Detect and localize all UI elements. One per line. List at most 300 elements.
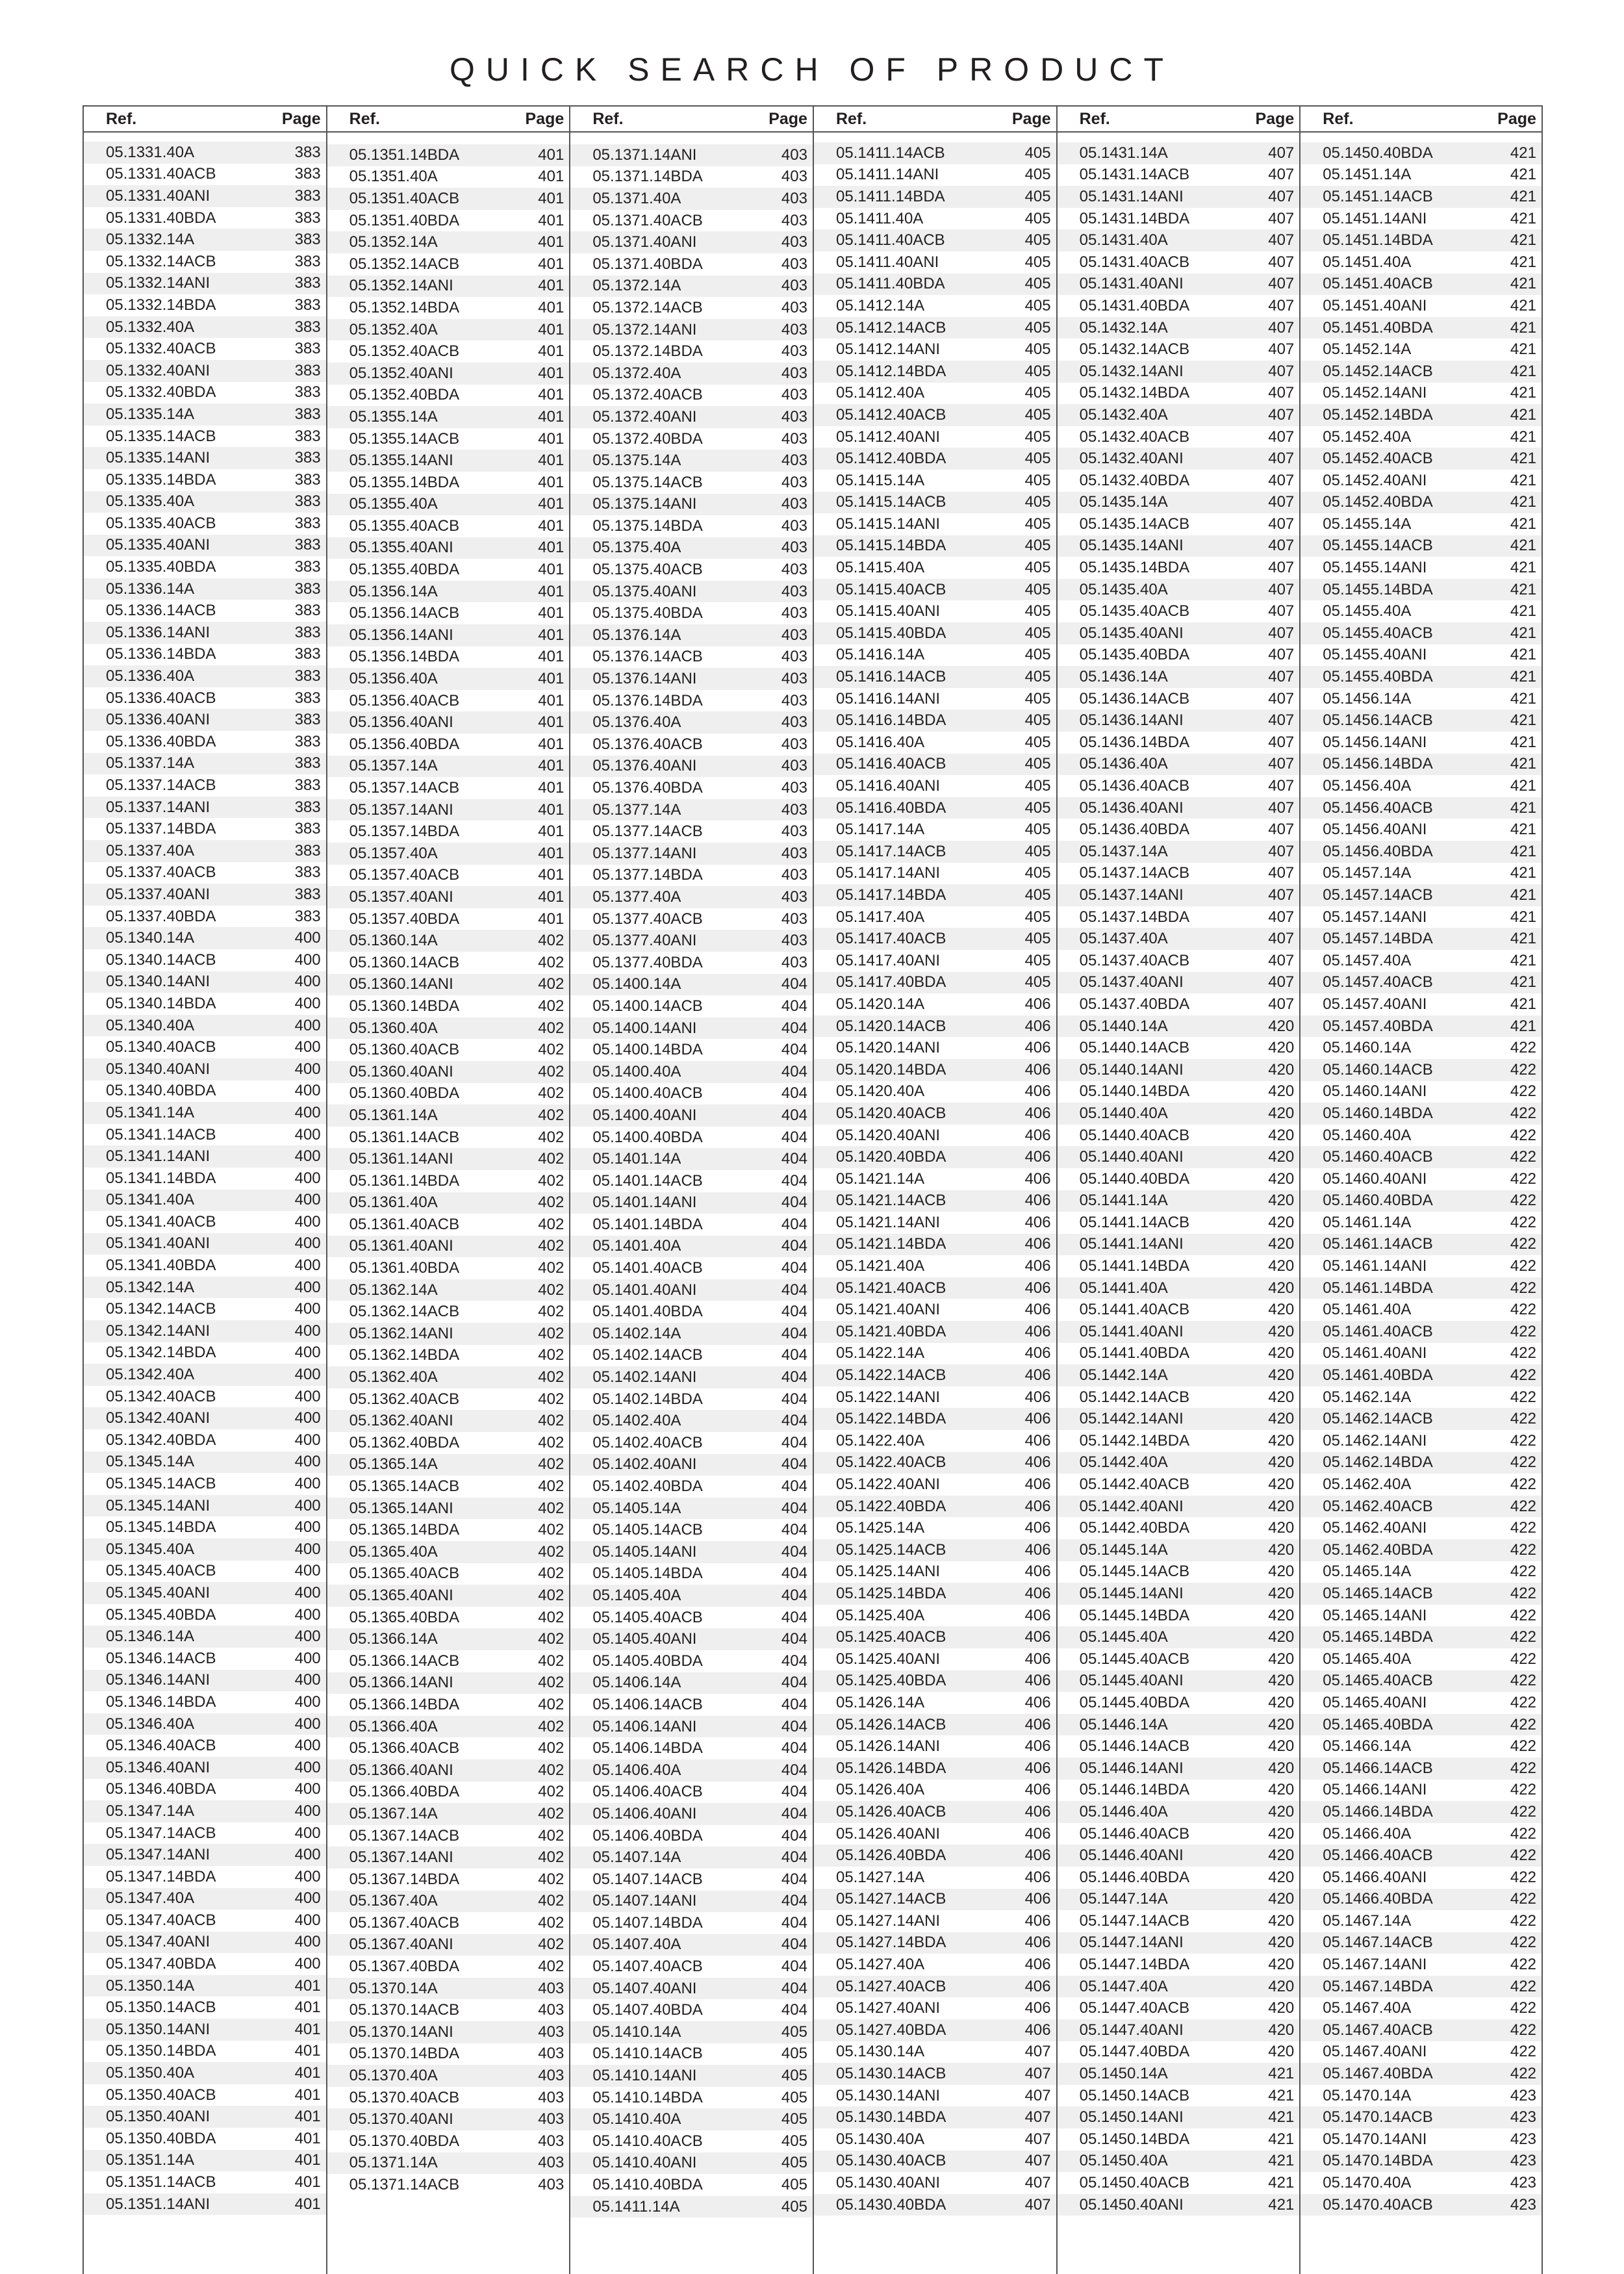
table-row	[327, 1607, 570, 1629]
table-row	[327, 210, 570, 232]
table-row	[1300, 884, 1542, 906]
table-row	[570, 1782, 813, 1804]
page-number: 420	[1268, 1366, 1295, 1385]
product-ref: 05.1455.40A	[1323, 602, 1412, 620]
table-row	[570, 2153, 813, 2175]
table-row	[327, 930, 570, 952]
table-row	[570, 1498, 813, 1520]
page-number: 400	[294, 1583, 321, 1602]
product-ref: 05.1332.40BDA	[106, 383, 216, 402]
page-number: 383	[294, 427, 321, 445]
product-ref: 05.1402.14A	[592, 1324, 681, 1342]
table-row	[570, 385, 813, 407]
table-row	[814, 1823, 1056, 1845]
page-number: 403	[538, 2154, 565, 2172]
table-row	[1300, 950, 1542, 972]
page-number: 405	[1024, 711, 1051, 730]
page-number: 383	[294, 558, 321, 576]
table-row	[814, 1386, 1056, 1409]
product-ref: 05.1342.14BDA	[106, 1344, 216, 1362]
page-number: 403	[781, 386, 807, 404]
product-ref: 05.1437.14ACB	[1079, 864, 1190, 882]
product-ref: 05.1440.40BDA	[1079, 1169, 1190, 1188]
table-row	[814, 1255, 1056, 1277]
product-ref: 05.1340.40BDA	[106, 1082, 216, 1100]
page-number: 405	[1024, 450, 1051, 468]
product-ref: 05.1430.14A	[835, 2043, 925, 2061]
product-ref: 05.1427.40A	[835, 1956, 925, 1974]
page-number: 421	[1510, 777, 1536, 795]
product-ref: 05.1462.14BDA	[1323, 1453, 1433, 1472]
product-ref: 05.1422.40ACB	[835, 1453, 946, 1472]
page-number: 400	[294, 1125, 321, 1143]
page-number: 383	[294, 863, 321, 882]
table-row	[84, 862, 326, 884]
table-row	[84, 426, 326, 448]
page-number: 402	[538, 1171, 565, 1190]
page-number: 422	[1510, 1606, 1536, 1624]
product-ref: 05.1457.40A	[1323, 951, 1412, 969]
product-ref: 05.1407.40BDA	[592, 2001, 703, 2019]
table-row	[327, 1039, 570, 1061]
product-ref: 05.1432.40ACB	[1079, 428, 1190, 446]
table-row	[1300, 1954, 1542, 1976]
page-number: 420	[1268, 2043, 1295, 2061]
table-row	[1300, 557, 1542, 579]
product-ref: 05.1355.14ACB	[349, 429, 460, 448]
product-ref: 05.1431.14A	[1079, 144, 1168, 162]
table-row	[84, 164, 326, 186]
product-ref: 05.1356.14A	[349, 582, 438, 600]
page-number: 407	[1268, 275, 1295, 293]
page-number: 400	[294, 1038, 321, 1056]
product-ref: 05.1445.14BDA	[1079, 1606, 1190, 1624]
product-ref: 05.1455.40BDA	[1323, 668, 1433, 686]
product-ref: 05.1407.40A	[592, 1935, 681, 1954]
product-ref: 05.1422.40ANI	[835, 1476, 941, 1494]
product-ref: 05.1450.40ANI	[1079, 2195, 1184, 2214]
product-ref: 05.1347.40ANI	[106, 1933, 210, 1951]
table-row	[1300, 1910, 1542, 1932]
table-row	[814, 1234, 1056, 1256]
table-row	[570, 1541, 813, 1563]
table-row	[570, 188, 813, 210]
table-row	[570, 1127, 813, 1149]
product-ref: 05.1452.40A	[1323, 428, 1412, 446]
page-number: 405	[1024, 318, 1051, 337]
page-number: 404	[781, 1870, 807, 1888]
table-row	[1058, 2172, 1300, 2194]
table-row	[327, 952, 570, 974]
product-ref: 05.1365.40ACB	[349, 1565, 460, 1583]
product-ref: 05.1447.14ACB	[1079, 1911, 1190, 1930]
table-row	[814, 470, 1056, 492]
product-ref: 05.1461.14A	[1323, 1213, 1412, 1231]
table-row	[1058, 1059, 1300, 1081]
product-ref: 05.1331.40ACB	[106, 165, 216, 183]
page-number: 403	[781, 364, 807, 382]
product-ref: 05.1431.14ACB	[1079, 166, 1190, 184]
table-row	[1058, 2106, 1300, 2128]
table-row	[570, 1279, 813, 1301]
table-row	[570, 974, 813, 996]
product-ref: 05.1450.40ACB	[1079, 2174, 1190, 2192]
page-number: 406	[1024, 1824, 1051, 1843]
page-number: 407	[1268, 231, 1295, 249]
page-number: 422	[1510, 1650, 1536, 1668]
page-number: 401	[294, 2042, 321, 2060]
product-ref: 05.1366.14A	[349, 1630, 438, 1648]
page-number: 402	[538, 1608, 565, 1626]
page-number: 400	[294, 1518, 321, 1537]
table-row	[1058, 1016, 1300, 1038]
table-row	[1058, 600, 1300, 622]
product-ref: 05.1355.40ACB	[349, 517, 460, 535]
page-number: 401	[538, 713, 565, 732]
table-row	[1300, 688, 1542, 710]
product-ref: 05.1466.14ACB	[1323, 1759, 1433, 1777]
table-row	[327, 1214, 570, 1236]
product-ref: 05.1426.40ACB	[835, 1802, 946, 1820]
product-ref: 05.1350.40ACB	[106, 2086, 216, 2104]
page-number: 407	[1024, 2195, 1051, 2214]
page-number: 401	[538, 604, 565, 622]
product-ref: 05.1356.14ANI	[349, 626, 453, 644]
table-row	[1300, 2085, 1542, 2107]
page-number: 403	[538, 2088, 565, 2106]
product-ref: 05.1416.14A	[835, 646, 925, 664]
product-ref: 05.1462.40ACB	[1323, 1497, 1433, 1515]
table-row	[84, 1364, 326, 1386]
table-row	[84, 753, 326, 775]
product-ref: 05.1352.40ANI	[349, 364, 453, 382]
page-number: 407	[1268, 384, 1295, 402]
product-ref: 05.1410.14ACB	[592, 2045, 703, 2063]
table-row	[327, 472, 570, 494]
page-number: 405	[1024, 624, 1051, 642]
table-row	[1058, 1103, 1300, 1125]
page-number: 402	[538, 1084, 565, 1103]
page-number: 402	[538, 1477, 565, 1496]
table-row	[327, 1759, 570, 1782]
page-number: 403	[781, 953, 807, 971]
page-number: 420	[1268, 1104, 1295, 1122]
table-row	[327, 1017, 570, 1040]
product-ref: 05.1451.40ANI	[1323, 296, 1427, 314]
product-ref: 05.1417.14A	[835, 821, 925, 839]
page-number: 421	[1510, 951, 1536, 969]
product-ref: 05.1341.40ACB	[106, 1212, 216, 1231]
page-number: 401	[538, 255, 565, 273]
table-row	[84, 578, 326, 600]
page-number: 420	[1268, 1213, 1295, 1231]
product-ref: 05.1366.40BDA	[349, 1783, 460, 1801]
table-row	[1058, 142, 1300, 164]
page-number: 420	[1268, 1344, 1295, 1362]
product-ref: 05.1412.40BDA	[835, 450, 946, 468]
product-ref: 05.1372.14BDA	[592, 342, 703, 361]
product-ref: 05.1410.14BDA	[592, 2088, 703, 2106]
table-row	[84, 600, 326, 622]
product-ref: 05.1402.14ACB	[592, 1346, 703, 1364]
table-row	[327, 428, 570, 450]
ref-header: Ref.	[592, 109, 624, 128]
product-ref: 05.1450.14ACB	[1079, 2086, 1190, 2104]
product-ref: 05.1405.40ANI	[592, 1630, 697, 1648]
table-row	[1300, 1103, 1542, 1125]
page-number: 383	[294, 536, 321, 554]
table-row	[570, 1039, 813, 1061]
table-row	[327, 1257, 570, 1279]
table-row	[84, 207, 326, 229]
table-row	[84, 1145, 326, 1168]
page-number: 423	[1510, 2108, 1536, 2127]
product-ref: 05.1465.40A	[1323, 1650, 1412, 1668]
page-number: 405	[1024, 340, 1051, 359]
product-ref: 05.1466.40ACB	[1323, 1846, 1433, 1865]
product-ref: 05.1425.40ANI	[835, 1650, 941, 1668]
table-row	[570, 777, 813, 799]
product-ref: 05.1376.40A	[592, 713, 681, 732]
table-row	[570, 1345, 813, 1367]
page-number: 404	[781, 1433, 807, 1451]
product-ref: 05.1426.14ANI	[835, 1737, 941, 1756]
product-ref: 05.1400.40ANI	[592, 1106, 697, 1124]
page-number: 383	[294, 209, 321, 227]
table-row	[570, 995, 813, 1017]
table-row	[327, 1978, 570, 2000]
table-row	[570, 2021, 813, 2043]
product-ref: 05.1361.14ACB	[349, 1128, 460, 1146]
table-row	[327, 1563, 570, 1585]
product-ref: 05.1355.14A	[349, 407, 438, 426]
table-row	[327, 2043, 570, 2065]
page-number: 400	[294, 1846, 321, 1864]
table-row	[570, 515, 813, 537]
page-number: 421	[1510, 405, 1536, 424]
table-row	[84, 1648, 326, 1670]
product-ref: 05.1447.40ACB	[1079, 1999, 1190, 2017]
product-ref: 05.1357.14ANI	[349, 800, 453, 819]
table-row	[814, 579, 1056, 601]
table-row	[814, 863, 1056, 885]
table-row	[1058, 688, 1300, 710]
product-ref: 05.1341.40BDA	[106, 1257, 216, 1275]
table-row	[84, 1910, 326, 1932]
table-row	[327, 2174, 570, 2196]
page-number: 421	[1510, 995, 1536, 1013]
table-row	[327, 1105, 570, 1127]
page-number: 405	[1024, 646, 1051, 664]
page-number: 407	[1268, 253, 1295, 271]
table-row	[570, 406, 813, 428]
page-number: 383	[294, 623, 321, 641]
page-number: 404	[781, 1477, 807, 1496]
page-number: 401	[538, 407, 565, 426]
table-row	[1300, 1321, 1542, 1343]
table-row	[84, 1429, 326, 1451]
page-number: 421	[1510, 537, 1536, 555]
table-row	[1058, 754, 1300, 776]
page-number: 403	[781, 670, 807, 688]
page-number: 404	[781, 1892, 807, 1910]
page-number: 404	[781, 1281, 807, 1299]
table-row	[1058, 1583, 1300, 1605]
page-number: 406	[1024, 1060, 1051, 1079]
product-ref: 05.1456.40ANI	[1323, 821, 1427, 839]
product-ref: 05.1356.14BDA	[349, 648, 460, 666]
table-row	[327, 2087, 570, 2109]
page-number: 404	[781, 1106, 807, 1124]
page-number: 420	[1268, 1497, 1295, 1515]
product-ref: 05.1441.14ACB	[1079, 1213, 1190, 1231]
page-number: 404	[781, 1542, 807, 1561]
page-number: 422	[1510, 2065, 1536, 2083]
page-number: 422	[1510, 1497, 1536, 1515]
table-row	[327, 974, 570, 996]
table-row	[327, 1432, 570, 1454]
page-number: 422	[1510, 1628, 1536, 1646]
table-row	[1058, 1496, 1300, 1518]
table-row	[327, 275, 570, 298]
page-number: 404	[781, 1150, 807, 1168]
page-number: 406	[1024, 1672, 1051, 1690]
product-ref: 05.1456.40BDA	[1323, 842, 1433, 860]
page-number: 420	[1268, 1431, 1295, 1450]
page-number: 407	[1268, 144, 1295, 162]
page-number: 402	[538, 1674, 565, 1692]
product-ref: 05.1366.14BDA	[349, 1695, 460, 1713]
product-ref: 05.1350.14ACB	[106, 1999, 216, 2017]
table-row	[814, 492, 1056, 514]
table-row	[84, 1561, 326, 1583]
page-number: 383	[294, 252, 321, 270]
table-row	[327, 1869, 570, 1891]
table-row	[570, 1694, 813, 1716]
product-ref: 05.1335.40BDA	[106, 558, 216, 576]
page-number: 420	[1268, 1082, 1295, 1101]
product-ref: 05.1435.14A	[1079, 493, 1168, 511]
page-number: 403	[538, 2132, 565, 2150]
product-ref: 05.1457.14BDA	[1323, 930, 1433, 948]
table-row	[1300, 1932, 1542, 1954]
table-row	[84, 2193, 326, 2216]
table-row	[84, 1604, 326, 1626]
page-number: 406	[1024, 1148, 1051, 1166]
table-row	[1300, 1168, 1542, 1190]
page-number: 422	[1510, 1715, 1536, 1733]
table-row	[1058, 1517, 1300, 1539]
page-number: 405	[1024, 668, 1051, 686]
product-ref: 05.1406.14BDA	[592, 1739, 703, 1757]
product-ref: 05.1360.40ANI	[349, 1062, 453, 1080]
product-ref: 05.1345.40ACB	[106, 1562, 216, 1580]
page-number: 405	[1024, 144, 1051, 162]
page-number: 383	[294, 274, 321, 292]
product-ref: 05.1375.14BDA	[592, 517, 703, 535]
page-number: 400	[294, 1016, 321, 1034]
product-ref: 05.1410.14ANI	[592, 2067, 697, 2085]
page-number: 406	[1024, 1235, 1051, 1253]
product-ref: 05.1360.40ACB	[349, 1041, 460, 1059]
row-list	[327, 144, 570, 2196]
table-row	[1300, 1452, 1542, 1474]
page-number: 400	[294, 1475, 321, 1493]
page-number: 401	[538, 189, 565, 207]
table-row	[1058, 1474, 1300, 1496]
page-number: 403	[781, 823, 807, 841]
table-row	[84, 185, 326, 207]
table-row	[814, 1583, 1056, 1605]
table-row	[570, 472, 813, 494]
product-ref: 05.1355.40A	[349, 495, 438, 513]
product-ref: 05.1430.40BDA	[835, 2195, 946, 2214]
table-row	[814, 186, 1056, 208]
table-row	[814, 2019, 1056, 2041]
page-number: 421	[1510, 144, 1536, 162]
product-ref: 05.1436.14BDA	[1079, 733, 1190, 751]
page-number: 406	[1024, 1911, 1051, 1930]
table-row	[327, 363, 570, 385]
product-ref: 05.1455.40ANI	[1323, 646, 1427, 664]
product-ref: 05.1425.40ACB	[835, 1628, 946, 1646]
table-row	[814, 819, 1056, 841]
page-number: 421	[1510, 559, 1536, 577]
table-row	[327, 385, 570, 407]
page-number: 407	[1268, 580, 1295, 598]
table-row	[814, 1735, 1056, 1757]
table-row	[327, 1498, 570, 1520]
page-number: 400	[294, 1234, 321, 1253]
table-row	[814, 754, 1056, 776]
table-row	[1058, 1081, 1300, 1103]
product-ref: 05.1417.40BDA	[835, 973, 946, 991]
page-number: 403	[781, 146, 807, 164]
page-number: 400	[294, 1955, 321, 1973]
page-number: 422	[1510, 1301, 1536, 1319]
page-number: 422	[1510, 1213, 1536, 1231]
table-row	[1300, 1364, 1542, 1386]
product-ref: 05.1367.14A	[349, 1804, 438, 1822]
product-ref: 05.1361.14A	[349, 1106, 438, 1124]
page-number: 407	[1024, 2086, 1051, 2104]
table-row	[1300, 1277, 1542, 1299]
page-number: 407	[1268, 450, 1295, 468]
page-number: 402	[538, 1346, 565, 1364]
product-ref: 05.1372.14ANI	[592, 320, 697, 339]
table-row	[570, 624, 813, 646]
table-row	[1058, 884, 1300, 906]
table-row	[84, 2128, 326, 2150]
row-list	[1058, 142, 1300, 2216]
product-ref: 05.1452.40BDA	[1323, 493, 1433, 511]
page-number: 402	[538, 1106, 565, 1124]
page-number: 407	[1268, 340, 1295, 359]
page-number: 404	[781, 1412, 807, 1430]
page-number: 407	[1268, 318, 1295, 337]
product-ref: 05.1421.40ACB	[835, 1279, 946, 1297]
product-index-table	[82, 105, 1543, 2274]
product-ref: 05.1421.14ANI	[835, 1213, 941, 1231]
product-ref: 05.1416.40ANI	[835, 777, 941, 795]
product-ref: 05.1401.40ACB	[592, 1259, 703, 1277]
page-number: 383	[294, 645, 321, 663]
product-ref: 05.1372.40ANI	[592, 407, 697, 426]
product-ref: 05.1370.14BDA	[349, 2045, 460, 2063]
page-number: 400	[294, 1628, 321, 1646]
table-row	[327, 188, 570, 210]
page-number: 407	[1268, 689, 1295, 708]
